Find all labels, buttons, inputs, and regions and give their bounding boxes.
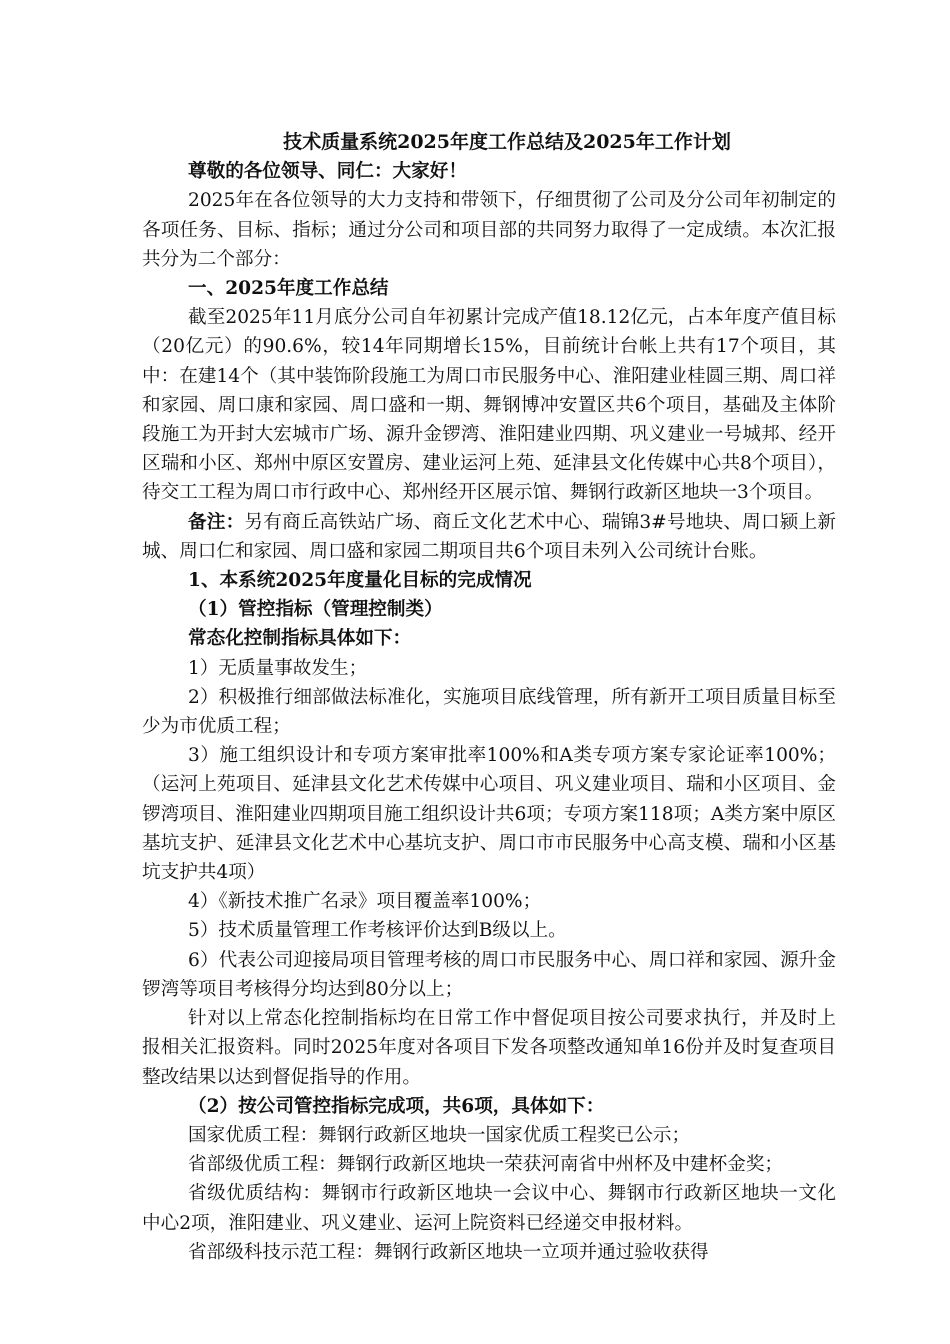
result-item: 省部级科技示范工程：舞钢行政新区地块一立项并通过验收获得 (188, 1241, 709, 1263)
result-item: 省级优质结构：舞钢市行政新区地块一会议中心、舞钢市行政新区地块一文化中心2项，淮阳建业、巩义建业、运河上院资料已经递交申报材料。 (142, 1183, 836, 1234)
note-paragraph (142, 508, 836, 566)
note-label: 备注： (188, 511, 245, 533)
result-item: 国家优质工程：舞钢行政新区地块一国家优质工程奖已公示； (188, 1124, 691, 1146)
document-body (142, 128, 836, 1267)
section-heading-summary: 一、2025年度工作总结 (188, 278, 389, 300)
subsection-heading-completed: （2）按公司管控指标完成项，共6项，具体如下： (188, 1095, 605, 1117)
list-item: 6）代表公司迎接局项目管理考核的周口市民服务中心、周口祥和家园、源升金锣湾等项目考核得分均达到80分以上； (142, 949, 836, 1000)
list-item: 3）施工组织设计和专项方案审批率100%和A类专项方案专家论证率100%；（运河上苑项目、延津县文化艺术传媒中心项目、巩义建业项目、瑞和小区项目、金锣湾项目、淮阳建业四期项目施工组织设计共6项；专项方案118项；A类方案中原区基坑支护、延津县文化艺术中心基坑支护、周口市市民服务中心高支模、瑞和小区基坑支护共4项） (142, 745, 836, 884)
control-intro: 常态化控制指标具体如下： (188, 628, 412, 650)
intro-paragraph: 2025年在各位领导的大力支持和带领下，仔细贯彻了公司及分公司年初制定的各项任务、目标、指标；通过分公司和项目部的共同努力取得了一定成绩。本次汇报共分为二个部分： (142, 190, 836, 270)
summary-paragraph: 针对以上常态化控制指标均在日常工作中督促项目按公司要求执行，并及时上报相关汇报资料。同时2025年度对各项目下发各项整改通知单16份并及时复查项目整改结果以达到督促指导的作用。 (142, 1008, 836, 1088)
note-text: 另有商丘高铁站广场、商丘文化艺术中心、瑞锦3#号地块、周口颍上新城、周口仁和家园、周口盛和家园二期项目共6个项目未列入公司统计台账。 (142, 511, 836, 562)
document-title: 技术质量系统2025年度工作总结及2025年工作计划 (283, 131, 731, 153)
list-item: 5）技术质量管理工作考核评价达到B级以上。 (188, 920, 567, 942)
result-item: 省部级优质工程：舞钢行政新区地块一荣获河南省中州杯及中建杯金奖； (188, 1154, 784, 1176)
list-item: 1）无质量事故发生； (188, 657, 368, 679)
subsection-heading-control: （1）管控指标（管理控制类） (188, 599, 443, 621)
list-item: 4）《新技术推广名录》项目覆盖率100%； (188, 891, 542, 913)
greeting: 尊敬的各位领导、同仁：大家好！ (188, 161, 467, 183)
list-item: 2）积极推行细部做法标准化，实施项目底线管理，所有新开工项目质量目标至少为市优质工程； (142, 686, 836, 738)
section1-paragraph: 截至2025年11月底分公司自年初累计完成产值18.12亿元，占本年度产值目标（20亿元）的90.6%，较14年同期增长15%，目前统计台帐上共有17个项目，其中：在建14个（其中装饰阶段施工为周口市民服务中心、淮阳建业桂圆三期、周口祥和家园、周口康和家园、周口盛和一期、舞钢博冲安置区共6个项目，基础及主体阶段施工为开封大宏城市广场、源升金锣湾、淮阳建业四期、巩义建业一号城邦、经开区瑞和小区、郑州中原区安置房、建业运河上苑、延津县文化传媒中心共8个项目），待交工工程为周口市行政中心、郑州经开区展示馆、舞钢行政新区地块一3个项目。 (142, 307, 836, 504)
subsection-heading-targets: 1、本系统2025年度量化目标的完成情况 (188, 570, 532, 592)
